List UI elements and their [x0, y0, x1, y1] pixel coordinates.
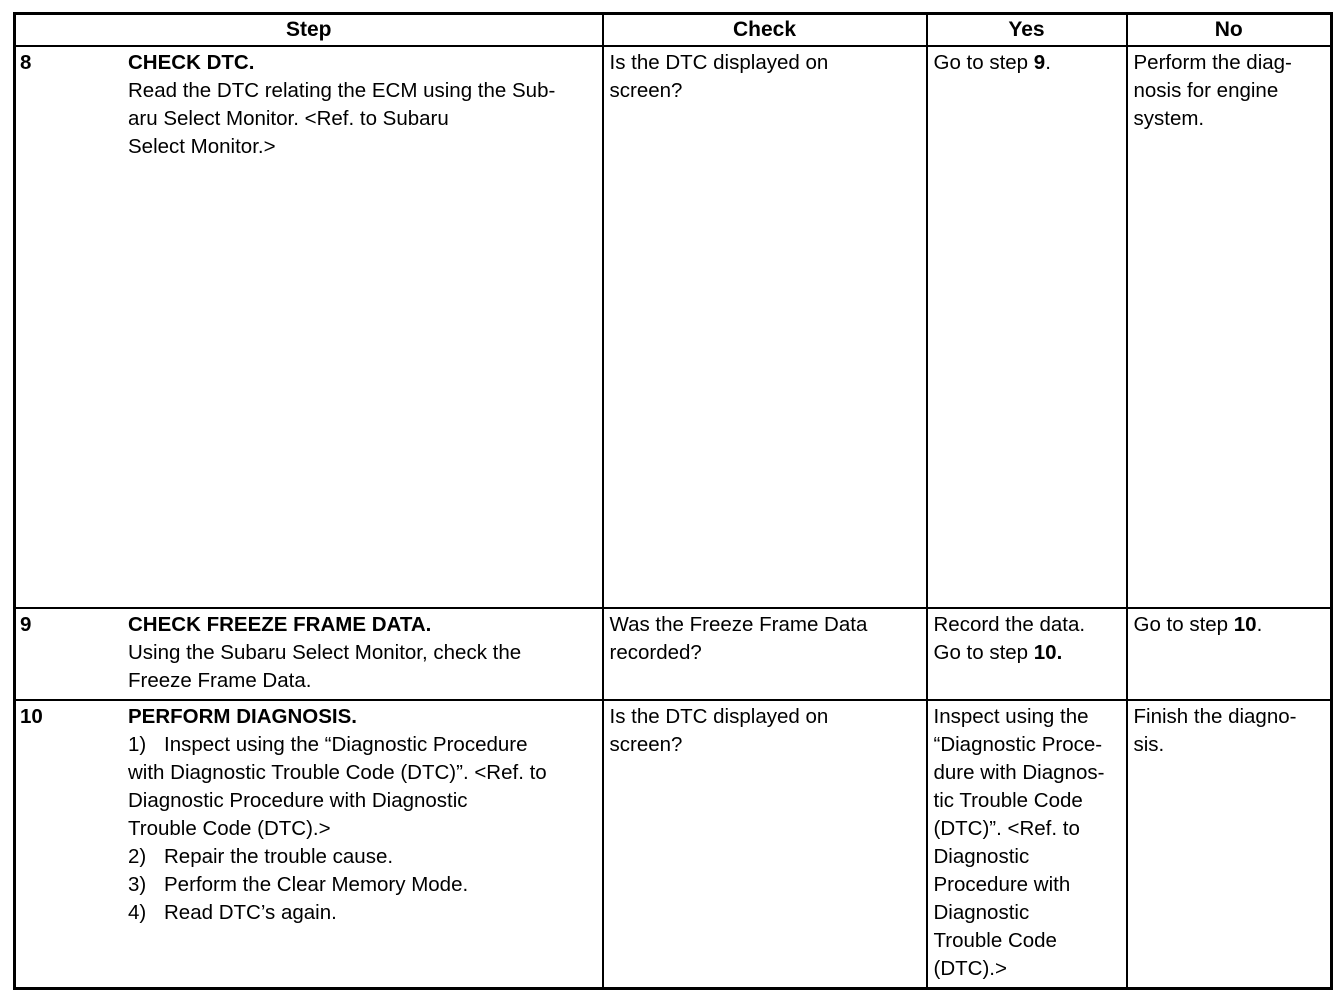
- list-item: [128, 731, 594, 759]
- no-text: Go to step: [1133, 613, 1234, 636]
- no-step-ref: 10: [1233, 613, 1257, 636]
- yes-text-line: Procedure with: [933, 873, 1071, 896]
- step-cell: [15, 46, 603, 608]
- check-cell: [603, 608, 927, 700]
- table-row-step-8: [15, 46, 1332, 608]
- yes-step-ref: 10.: [1033, 641, 1063, 664]
- table-row-step-9: [15, 608, 1332, 700]
- no-text-line: system.: [1133, 107, 1205, 130]
- no-text-line: sis.: [1133, 733, 1165, 756]
- check-text-line: screen?: [609, 733, 683, 756]
- list-item-number: 1): [128, 733, 147, 756]
- step-title: PERFORM DIAGNOSIS.: [128, 705, 357, 728]
- header-check: Check: [603, 14, 927, 47]
- no-text-line: Finish the diagno-: [1133, 705, 1297, 728]
- list-item-continuation: with Diagnostic Trouble Code (DTC)”. <Ref. to: [128, 761, 547, 784]
- yes-text-line: Inspect using the: [933, 705, 1089, 728]
- step-number: 10: [20, 705, 43, 728]
- list-item-text: Inspect using the “Diagnostic Procedure: [164, 733, 528, 756]
- step-title: CHECK DTC.: [128, 51, 255, 74]
- no-cell: [1127, 700, 1332, 989]
- yes-step-ref: 9: [1033, 51, 1046, 74]
- no-cell: [1127, 46, 1332, 608]
- no-text-suffix: .: [1256, 613, 1263, 636]
- yes-text-line: Trouble Code: [933, 929, 1057, 952]
- diagnostic-table: [13, 12, 1333, 990]
- yes-text-suffix: .: [1045, 51, 1051, 74]
- list-item-number: 3): [128, 873, 147, 896]
- yes-text-line: tic Trouble Code: [933, 789, 1083, 812]
- list-item-continuation: Trouble Code (DTC).>: [128, 817, 331, 840]
- step-text-line: Using the Subaru Select Monitor, check the: [128, 641, 522, 664]
- yes-text-line: Record the data.: [933, 613, 1086, 636]
- yes-cell: [927, 46, 1127, 608]
- step-text-line: Read the DTC relating the ECM using the Sub-: [128, 79, 556, 102]
- no-text-line: nosis for engine: [1133, 79, 1279, 102]
- list-item: [128, 843, 594, 871]
- list-item-continuation: Diagnostic Procedure with Diagnostic: [128, 789, 468, 812]
- list-item-number: 4): [128, 901, 147, 924]
- header-step: Step: [15, 14, 603, 47]
- yes-text-line: “Diagnostic Proce-: [933, 733, 1103, 756]
- list-item-text: Read DTC’s again.: [164, 901, 337, 924]
- list-item: [128, 871, 594, 899]
- no-text-line: Perform the diag-: [1133, 51, 1292, 74]
- no-cell: [1127, 608, 1332, 700]
- yes-text-line: Diagnostic: [933, 901, 1030, 924]
- check-text-line: Is the DTC displayed on: [609, 705, 829, 728]
- step-text-line: Freeze Frame Data.: [128, 669, 312, 692]
- step-number: 8: [20, 51, 32, 74]
- step-number: 9: [20, 613, 32, 636]
- yes-cell: [927, 608, 1127, 700]
- yes-text-line: (DTC)”. <Ref. to: [933, 817, 1080, 840]
- no-text-line: [1134, 611, 1325, 639]
- list-item: [128, 899, 594, 927]
- table-row-step-10: [15, 700, 1332, 989]
- yes-text: Go to step: [933, 51, 1034, 74]
- step-cell: [15, 608, 603, 700]
- step-text-line: Select Monitor.>: [128, 135, 276, 158]
- check-text-line: recorded?: [609, 641, 702, 664]
- step-cell: [15, 700, 603, 989]
- yes-text-line: [934, 639, 1120, 667]
- check-cell: [603, 46, 927, 608]
- yes-text-line: dure with Diagnos-: [933, 761, 1105, 784]
- check-text-line: Was the Freeze Frame Data: [609, 613, 868, 636]
- yes-cell: [927, 700, 1127, 989]
- check-text-line: screen?: [609, 79, 683, 102]
- step-title: CHECK FREEZE FRAME DATA.: [128, 613, 432, 636]
- list-item-text: Perform the Clear Memory Mode.: [164, 873, 469, 896]
- list-item-text: Repair the trouble cause.: [164, 845, 394, 868]
- check-text-line: Is the DTC displayed on: [609, 51, 829, 74]
- step-text-line: aru Select Monitor. <Ref. to Subaru: [128, 107, 449, 130]
- yes-text-line: [934, 49, 1120, 77]
- yes-text-line: (DTC).>: [933, 957, 1007, 980]
- header-row: [15, 14, 1332, 47]
- header-yes: Yes: [927, 14, 1127, 47]
- yes-text: Go to step: [933, 641, 1034, 664]
- header-no: No: [1127, 14, 1332, 47]
- check-cell: [603, 700, 927, 989]
- yes-text-line: Diagnostic: [933, 845, 1030, 868]
- list-item-number: 2): [128, 845, 147, 868]
